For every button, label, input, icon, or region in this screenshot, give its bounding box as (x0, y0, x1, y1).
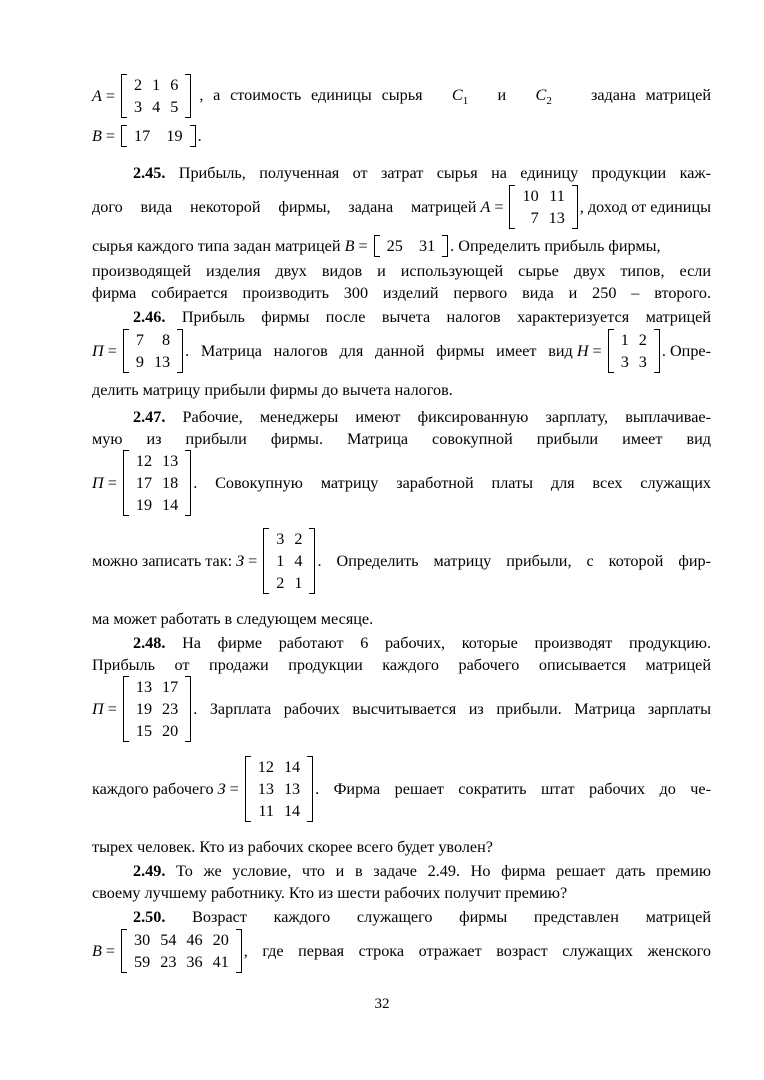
matrix-P-worker-profit (123, 676, 191, 742)
matrix-cell: 4 (152, 98, 161, 116)
matrix-cell: 13 (283, 780, 301, 798)
raw-cost-text: , а стоимость единицы сырья $C_1$ и $C_2$ задана матрицей (199, 85, 711, 107)
matrix-cell: 17 (162, 678, 179, 696)
matrix-cell: 14 (283, 758, 301, 776)
matrix-P-after-tax (123, 329, 183, 373)
matrix-cell: 1 (152, 76, 161, 94)
matrix-cell: 13 (548, 209, 565, 227)
matrix-cell: 11 (549, 187, 565, 205)
matrix-cell: 23 (162, 700, 179, 718)
matrix-cell: 2 (134, 76, 143, 94)
matrix-A-raw (121, 74, 191, 118)
matrix-cell: 19 (135, 496, 153, 514)
matrix-row (616, 329, 652, 351)
problem-2-48-line5: тырех человек. Кто из рабочих скорее всего будет уволен? (92, 838, 493, 856)
matrix-row (253, 756, 305, 778)
matrix-cell: 3 (638, 353, 647, 371)
matrix-cell: 3 (134, 98, 143, 116)
formula-line-A: A = 2 1 6 3 4 5 , а стоимость единицы сырья $C_1$ и $C_2$ задана матрицей (92, 76, 711, 116)
problem-2-47-line4: можно записать так: З = 3 2 1 4 2 1 . Определить матрицу прибыли, с которой фир- (92, 530, 711, 592)
formula-line-B: B = 17 19 . (92, 126, 202, 145)
matrix-cell: 5 (170, 98, 179, 116)
problem-2-47-line3: П = 12 13 17 18 19 14 . Совокупную матрицу заработной платы для всех служащих (92, 452, 711, 514)
matrix-cell: 36 (186, 953, 203, 971)
matrix-cell: 11 (258, 802, 274, 820)
matrix-cell: 18 (162, 474, 179, 492)
matrix-cell: 23 (160, 953, 177, 971)
matrix-cell: 12 (135, 452, 153, 470)
matrix-cell: 10 (522, 187, 539, 205)
problem-2-47-line1: 2.47. Рабочие, менеджеры имеют фиксированную зарплату, выплачивае- (133, 408, 711, 426)
page-number: 32 (374, 996, 390, 1012)
matrix-cell: 30 (134, 931, 151, 949)
matrix-row (131, 329, 175, 351)
row-matrix-B-income: 25 31 (374, 235, 449, 257)
matrix-cell: 2 (276, 574, 285, 592)
problem-2-45-line1: 2.45. Прибыль, полученная от затрат сырья на единицу продукции каж- (133, 164, 711, 182)
matrix-row (271, 528, 307, 550)
matrix-cell: 1 (620, 331, 629, 349)
matrix-cell: 8 (162, 331, 171, 349)
matrix-row (253, 778, 305, 800)
matrix-Z-worker-salary (245, 756, 313, 822)
row-matrix-B: 17 19 (121, 125, 196, 147)
matrix-row (129, 929, 234, 951)
matrix-B-age (121, 929, 242, 973)
problem-2-49-line2: своему лучшему работнику. Кто из шести рабочих получит премию? (92, 884, 568, 902)
matrix-row (517, 207, 569, 229)
matrix-row (131, 494, 183, 516)
problem-2-46-line3: делить матрицу прибыли фирмы до вычета налогов. (92, 381, 453, 399)
matrix-cell: 17 (135, 474, 153, 492)
matrix-row (129, 74, 183, 96)
matrix-cell: 13 (257, 780, 274, 798)
matrix-row (131, 472, 183, 494)
problem-2-50-line2: В = 30 54 46 20 59 23 36 41 , где первая строка отражает возраст служащих женского (92, 931, 711, 971)
matrix-row (131, 351, 175, 373)
matrix-cell: 3 (276, 530, 285, 548)
matrix-cell: 46 (186, 931, 203, 949)
problem-2-48-line2: Прибыль от продажи продукции каждого рабочего описывается матрицей (92, 656, 711, 674)
problem-2-48-line3: П = 13 17 19 23 15 20 . Зарплата рабочих высчитывается из прибыли. Матрица зарплаты (92, 678, 711, 740)
matrix-cell: 20 (212, 931, 229, 949)
matrix-row (129, 96, 183, 118)
matrix-cell: 54 (160, 931, 177, 949)
matrix-P-total-profit (123, 450, 191, 516)
matrix-cell: 14 (162, 496, 179, 514)
matrix-cell: 3 (620, 353, 629, 371)
matrix-cell: 14 (283, 802, 301, 820)
matrix-cell: 1 (276, 552, 285, 570)
matrix-A-profit (509, 185, 577, 229)
problem-2-48-line1: 2.48. На фирме работают 6 рабочих, которые производят продукцию. (133, 634, 712, 652)
matrix-cell: 2 (638, 331, 647, 349)
matrix-cell: 20 (162, 722, 179, 740)
problem-2-48-line4: каждого рабочего З = 12 14 13 13 11 14 . Фирма решает сократить штат рабочих до че- (92, 758, 711, 820)
matrix-row (271, 550, 307, 572)
matrix-row (131, 698, 183, 720)
matrix-cell: 13 (153, 353, 171, 371)
problem-2-47-line2: мую из прибыли фирмы. Матрица совокупной прибыли имеет вид (92, 430, 711, 448)
matrix-cell: 7 (135, 331, 144, 349)
problem-2-45-line3: сырья каждого типа задан матрицей B = 25 31 . Определить прибыль фирмы, (92, 236, 661, 255)
matrix-cell: 41 (212, 953, 229, 971)
matrix-row (129, 951, 234, 973)
matrix-cell: 4 (294, 552, 303, 570)
matrix-row (271, 572, 307, 594)
matrix-cell: 59 (134, 953, 151, 971)
matrix-row (616, 351, 652, 373)
problem-2-46-line1: 2.46. Прибыль фирмы после вычета налогов характеризуется матрицей (133, 308, 712, 326)
matrix-cell: 13 (162, 452, 179, 470)
matrix-Z-salary (263, 528, 315, 594)
matrix-row (131, 676, 183, 698)
matrix-row (131, 720, 183, 742)
matrix-cell: 15 (135, 722, 153, 740)
problem-2-45-line5: фирма собирается производить 300 изделий первого вида и 250 – второго. (92, 284, 711, 302)
matrix-cell: 6 (170, 76, 179, 94)
matrix-cell: 9 (135, 353, 144, 371)
matrix-cell: 12 (257, 758, 274, 776)
matrix-cell: 13 (135, 678, 153, 696)
matrix-row (517, 185, 569, 207)
matrix-row (131, 450, 183, 472)
matrix-row (253, 800, 305, 822)
matrix-H-tax (608, 329, 660, 373)
matrix-cell: 1 (294, 574, 303, 592)
problem-2-46-line2: П = 7 8 9 13 . Матрица налогов для данной фирмы имеет вид Н = 1 2 3 3 . Опре- (92, 331, 711, 371)
problem-2-47-line5: ма может работать в следующем месяце. (92, 610, 374, 628)
problem-2-45-line2: дого вида некоторой фирмы, задана матрицей A = 10 11 7 13 , доход от единицы (92, 187, 711, 227)
var-A: A (92, 86, 102, 105)
matrix-cell: 19 (135, 700, 153, 718)
problem-2-50-line1: 2.50. Возраст каждого служащего фирмы представлен матрицей (133, 908, 712, 926)
matrix-cell: 2 (294, 530, 303, 548)
problem-2-49-line1: 2.49. То же условие, что и в задаче 2.49. Но фирма решает дать премию (133, 862, 711, 880)
problem-2-45-line4: производящей изделия двух видов и использующей сырье двух типов, если (92, 262, 711, 280)
matrix-cell: 7 (530, 209, 539, 227)
